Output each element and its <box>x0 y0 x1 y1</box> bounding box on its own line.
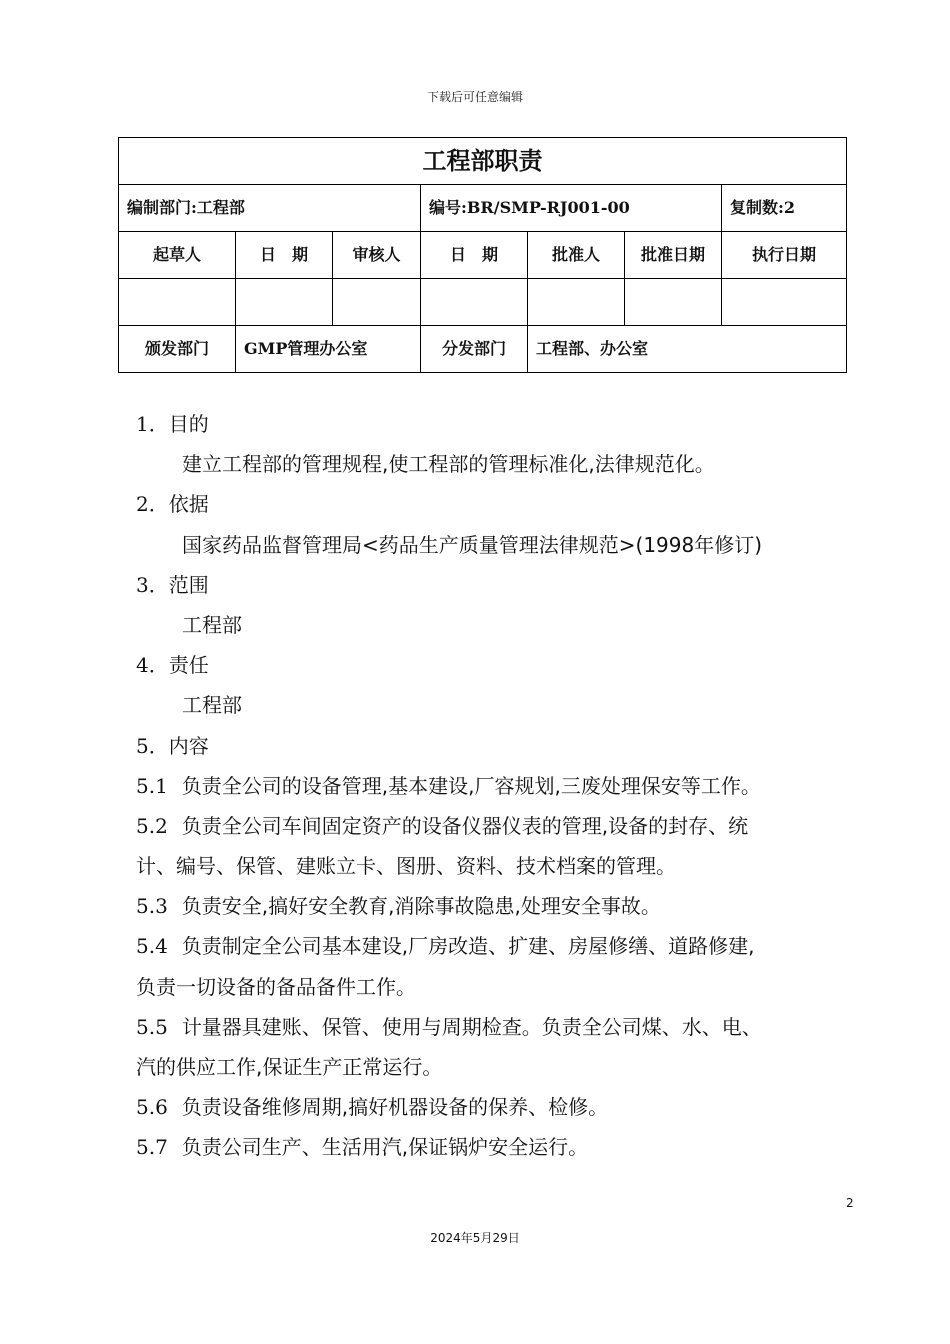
header-reviewer: 审核人 <box>333 232 421 279</box>
issue-dept-label: 颁发部门 <box>119 326 236 373</box>
content-item: 5.1 负责全公司的设备管理,基本建设,厂容规划,三废处理保安等工作。 <box>136 773 761 798</box>
document-title: 工程部职责 <box>119 138 847 185</box>
content-item: 5.3 负责安全,搞好安全教育,消除事故隐患,处理安全事故。 <box>136 894 661 919</box>
empty-cell <box>333 279 421 326</box>
page-number: 2 <box>846 1196 854 1210</box>
content-item-continued: 汽的供应工作,保证生产正常运行。 <box>136 1055 443 1079</box>
content-item: 5.4 负责制定全公司基本建设,厂房改造、扩建、房屋修缮、道路修建, <box>136 934 755 959</box>
content-item-continued: 负责一切设备的备品备件工作。 <box>136 974 416 999</box>
document-info-table <box>118 137 847 373</box>
section-body: 工程部 <box>182 612 242 637</box>
issue-dept-value: GMP管理办公室 <box>236 326 421 373</box>
empty-cell <box>421 279 528 326</box>
section-heading: 4．责任 <box>136 653 209 678</box>
header-date: 日 期 <box>421 232 528 279</box>
content-item: 5.7 负责公司生产、生活用汽,保证锅炉安全运行。 <box>136 1135 589 1160</box>
empty-cell <box>119 279 236 326</box>
section-heading: 3．范围 <box>136 572 209 597</box>
section-body: 建立工程部的管理规程,使工程部的管理标准化,法律规范化。 <box>182 452 715 477</box>
copy-count: 复制数:2 <box>722 185 847 232</box>
content-item: 5.2 负责全公司车间固定资产的设备仪器仪表的管理,设备的封存、统 <box>136 813 749 838</box>
header-approval-date: 批准日期 <box>625 232 722 279</box>
dist-dept-label: 分发部门 <box>421 326 528 373</box>
document-body <box>136 404 876 1168</box>
empty-cell <box>528 279 625 326</box>
content-item: 5.6 负责设备维修周期,搞好机器设备的保养、检修。 <box>136 1095 609 1120</box>
header-note: 下载后可任意编辑 <box>426 90 523 104</box>
section-heading: 2．依据 <box>136 492 209 517</box>
section-body: 国家药品监督管理局<药品生产质量管理法律规范>(1998年修订) <box>182 532 763 557</box>
section-body: 工程部 <box>182 693 242 718</box>
section-heading: 1．目的 <box>136 412 209 436</box>
header-approver: 批准人 <box>528 232 625 279</box>
content-item: 5.5 计量器具建账、保管、使用与周期检查。负责全公司煤、水、电、 <box>136 1014 762 1039</box>
compiling-dept: 编制部门:工程部 <box>119 185 421 232</box>
empty-cell <box>625 279 722 326</box>
signature-header-row <box>119 232 847 279</box>
empty-cell <box>722 279 847 326</box>
document-code: 编号:BR/SMP-RJ001-00 <box>421 185 722 232</box>
section-heading: 5．内容 <box>136 733 209 758</box>
footer-date: 2024年5月29日 <box>430 1231 520 1245</box>
dist-dept-value: 工程部、办公室 <box>528 326 847 373</box>
header-effective-date: 执行日期 <box>722 232 847 279</box>
header-date: 日 期 <box>236 232 333 279</box>
empty-cell <box>236 279 333 326</box>
content-item-continued: 计、编号、保管、建账立卡、图册、资料、技术档案的管理。 <box>136 854 676 879</box>
signature-empty-row <box>119 279 847 326</box>
header-drafter: 起草人 <box>119 232 236 279</box>
